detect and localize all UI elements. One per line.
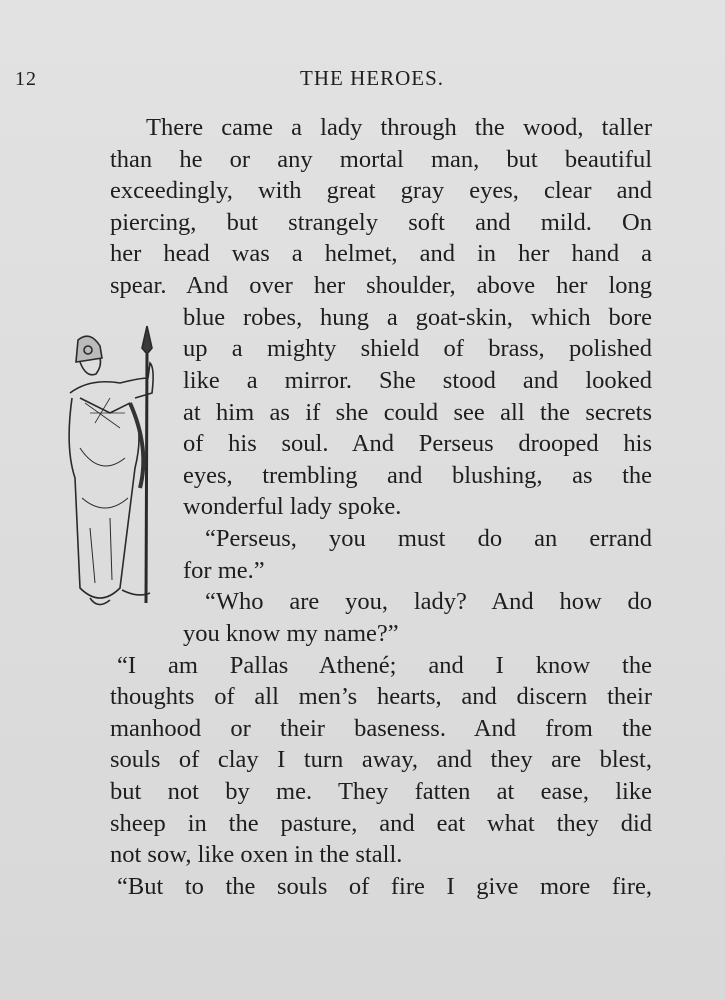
text-line: for me.” bbox=[183, 557, 265, 584]
text-line: manhood or their baseness. And from the bbox=[110, 715, 652, 742]
text-line: “I am Pallas Athené; and I know the bbox=[117, 652, 652, 679]
text-line: piercing, but strangely soft and mild. On bbox=[110, 209, 652, 236]
running-head: THE HEROES. bbox=[300, 66, 444, 90]
athena-figure-icon bbox=[50, 318, 162, 618]
text-line: exceedingly, with great gray eyes, clear and bbox=[110, 177, 652, 204]
text-line: than he or any mortal man, but beautiful bbox=[110, 146, 652, 173]
text-line: up a mighty shield of brass, polished bbox=[183, 335, 652, 362]
text-line: “But to the souls of fire I give more fire, bbox=[117, 873, 652, 900]
text-line: sheep in the pasture, and eat what they did bbox=[110, 810, 652, 837]
text-line: thoughts of all men’s hearts, and discern their bbox=[110, 683, 652, 710]
page-number: 12 bbox=[15, 68, 37, 90]
text-line: wonderful lady spoke. bbox=[183, 493, 402, 520]
text-line: at him as if she could see all the secrets bbox=[183, 399, 652, 426]
text-line: her head was a helmet, and in her hand a bbox=[110, 240, 652, 267]
text-line: “Perseus, you must do an errand bbox=[205, 525, 652, 552]
text-line: spear. And over her shoulder, above her long bbox=[110, 272, 652, 299]
text-line: you know my name?” bbox=[183, 620, 399, 647]
text-line: There came a lady through the wood, taller bbox=[146, 114, 652, 141]
text-line: souls of clay I turn away, and they are blest, bbox=[110, 746, 652, 773]
text-line: like a mirror. She stood and looked bbox=[183, 367, 652, 394]
text-line: of his soul. And Perseus drooped his bbox=[183, 430, 652, 457]
text-line: eyes, trembling and blushing, as the bbox=[183, 462, 652, 489]
text-line: not sow, like oxen in the stall. bbox=[110, 841, 403, 868]
text-line: blue robes, hung a goat-skin, which bore bbox=[183, 304, 652, 331]
text-line: but not by me. They fatten at ease, like bbox=[110, 778, 652, 805]
text-line: “Who are you, lady? And how do bbox=[205, 588, 652, 615]
